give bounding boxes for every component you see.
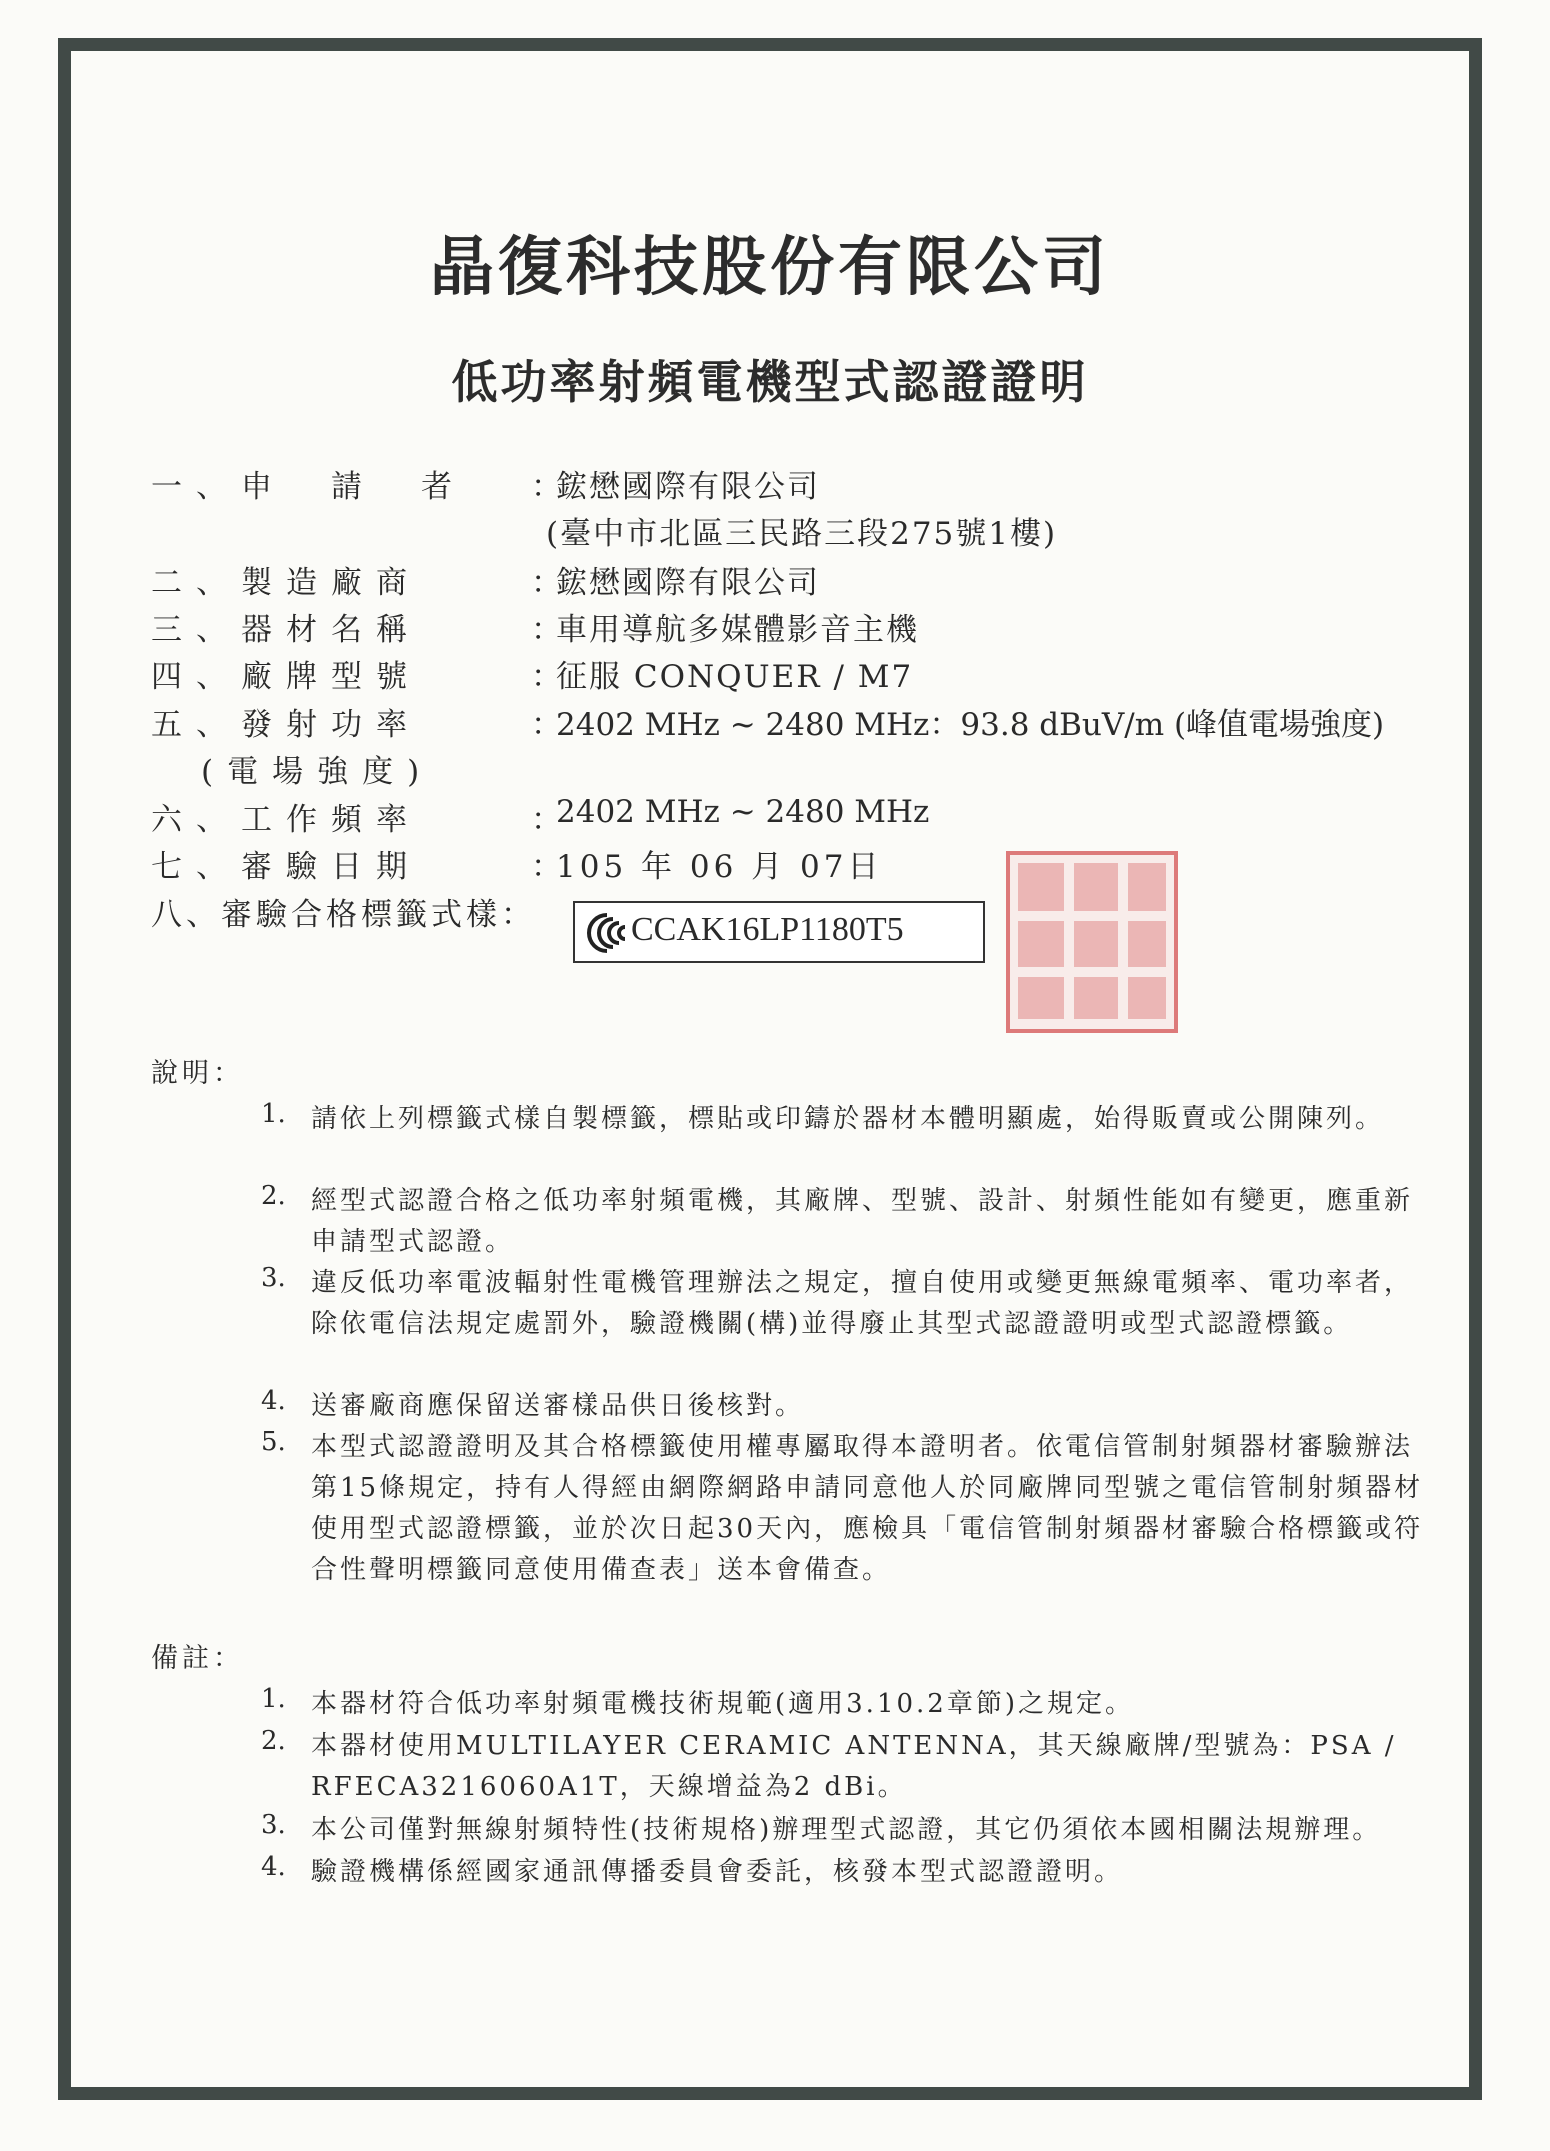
certificate-body: [71, 51, 1469, 2087]
field-colon: ：: [531, 565, 562, 601]
list-item-number: 3.: [261, 1263, 286, 1293]
field-label: 四、廠牌型號: [151, 659, 421, 695]
field-label: 一、申 請 者: [151, 469, 466, 505]
seal-pattern: [1018, 863, 1166, 1021]
field-value: 鋐懋國際有限公司: [556, 469, 820, 505]
approval-mark-code: CCAK16LP1180T5: [631, 911, 904, 948]
company-name: 晶復科技股份有限公司: [430, 231, 1110, 305]
list-item-number: 2.: [261, 1181, 286, 1211]
field-label: (電場強度): [201, 754, 434, 790]
list-item-text: 本公司僅對無線射頻特性(技術規格)辦理型式認證，其它仍須依本國相關法規辦理。: [311, 1815, 1382, 1845]
field-value: (臺中市北區三民路三段275號1樓): [546, 516, 1058, 552]
certificate-title: 低功率射頻電機型式認證證明: [451, 355, 1089, 409]
field-colon: ：: [531, 849, 562, 885]
list-item-text: 本器材符合低功率射頻電機技術規範(適用3.10.2章節)之規定。: [311, 1689, 1134, 1719]
list-item-number: 4.: [261, 1852, 286, 1882]
field-colon: ：: [531, 659, 562, 695]
list-item-text: 本型式認證證明及其合格標籤使用權專屬取得本證明者。依電信管制射頻器材審驗辦法第15條規定，持有人得經由網際網路申請同意他人於同廠牌同型號之電信管制射頻器材使用型式認證標籤，並於次日起30天內，應檢具「電信管制射頻器材審驗合格標籤或符合性聲明標籤同意使用備查表」送本會備查。: [311, 1432, 1424, 1585]
field-value: 征服 CONQUER / M7: [556, 659, 914, 695]
field-value: 2402 MHz ~ 2480 MHz: [556, 794, 930, 830]
certificate-frame: [58, 38, 1482, 2100]
list-item-text: 請依上列標籤式樣自製標籤，標貼或印鑄於器材本體明顯處，始得販賣或公開陳列。: [311, 1104, 1385, 1134]
field-colon: ：: [531, 612, 562, 648]
field-label: 七、審驗日期: [151, 849, 421, 885]
field-label: 五、發射功率: [151, 707, 421, 743]
list-item-text: 驗證機構係經國家通訊傳播委員會委託，核發本型式認證證明。: [311, 1857, 1124, 1887]
field-value: 2402 MHz ~ 2480 MHz：93.8 dBuV/m (峰值電場強度): [556, 707, 1385, 743]
list-item-text: 違反低功率電波輻射性電機管理辦法之規定，擅自使用或變更無線電頻率、電功率者，除依電信法規定處罰外，驗證機關(構)並得廢止其型式認證證明或型式認證標籤。: [311, 1268, 1414, 1339]
notes-heading: 說明：: [151, 1058, 244, 1089]
field-label: 二、製造廠商: [151, 565, 421, 601]
list-item-number: 2.: [261, 1726, 286, 1756]
field-label: 八、審驗合格標籤式樣：: [151, 897, 536, 933]
field-value: 鋐懋國際有限公司: [556, 565, 820, 601]
field-colon: ：: [531, 802, 562, 838]
field-label: 三、器材名稱: [151, 612, 421, 648]
field-colon: ：: [531, 469, 562, 505]
list-item-text: 本器材使用MULTILAYER CERAMIC ANTENNA，其天線廠牌/型號為：PSA / RFECA3216060A1T，天線增益為2 dBi。: [311, 1731, 1397, 1802]
approval-mark-box: [573, 901, 985, 963]
field-value: 車用導航多媒體影音主機: [556, 612, 919, 648]
field-colon: ：: [531, 707, 562, 743]
remarks-heading: 備註：: [151, 1643, 244, 1674]
list-item-number: 1.: [261, 1684, 286, 1714]
field-label: 六、工作頻率: [151, 802, 421, 838]
list-item-text: 經型式認證合格之低功率射頻電機，其廠牌、型號、設計、射頻性能如有變更，應重新申請型式認證。: [311, 1186, 1414, 1257]
list-item-number: 4.: [261, 1386, 286, 1416]
list-item-number: 1.: [261, 1099, 286, 1129]
ncc-approval-logo-icon: [585, 911, 635, 955]
red-official-seal: [1006, 851, 1178, 1033]
list-item-number: 3.: [261, 1810, 286, 1840]
list-item-number: 5.: [261, 1427, 286, 1457]
field-value: 105 年 06 月 07日: [556, 849, 883, 885]
list-item-text: 送審廠商應保留送審樣品供日後核對。: [311, 1391, 805, 1421]
